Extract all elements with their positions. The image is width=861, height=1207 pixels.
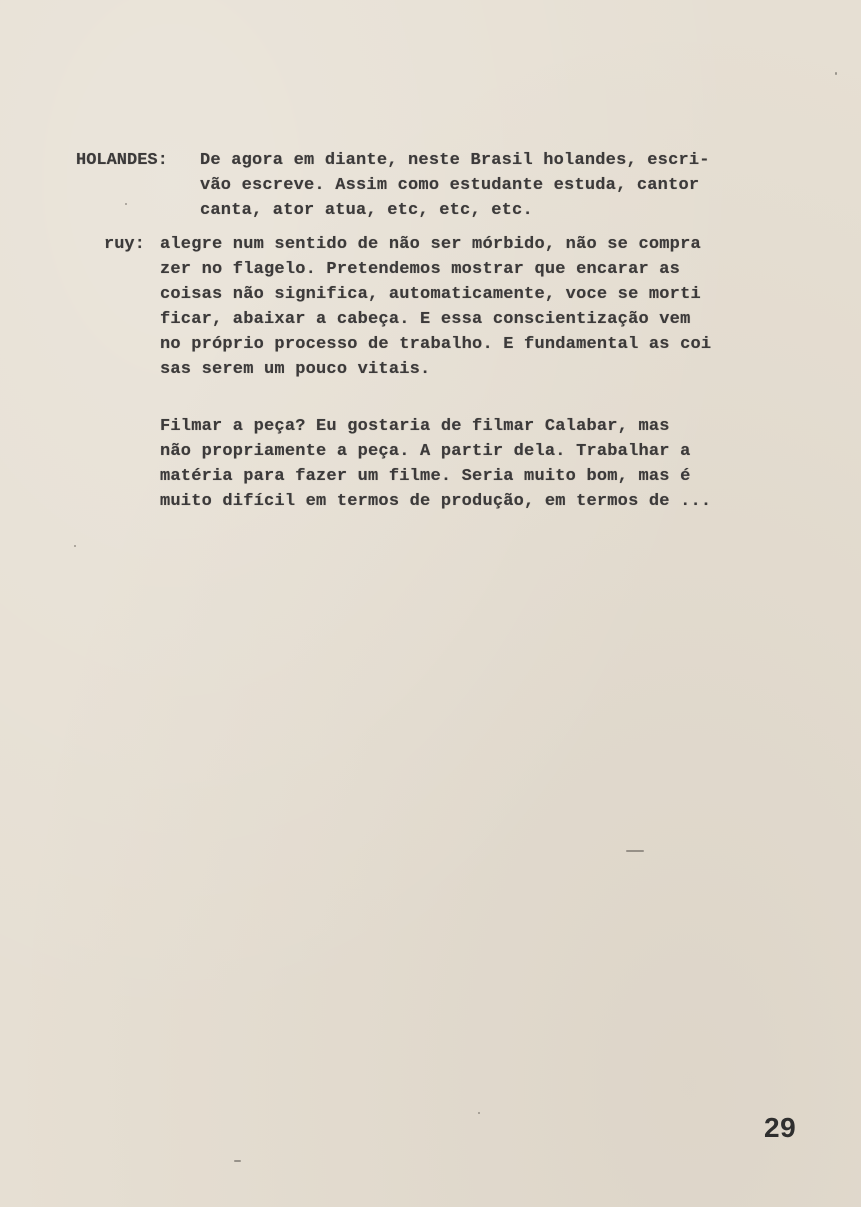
- paper-speck: [835, 72, 837, 75]
- text-line: zer no flagelo. Pretendemos mostrar que encarar as: [160, 260, 681, 279]
- speaker-label-ruy: ruy:: [104, 235, 145, 254]
- text-line: sas serem um pouco vitais.: [160, 360, 431, 379]
- paper-speck: [74, 545, 76, 547]
- text-line: coisas não significa, automaticamente, voce se morti: [160, 285, 701, 304]
- page-number: 29: [764, 1112, 797, 1143]
- text-line: matéria para fazer um filme. Seria muito bom, mas é: [160, 467, 691, 486]
- paper-speck: [234, 1160, 241, 1162]
- text-line: no próprio processo de trabalho. E fundamental as coi: [160, 335, 712, 354]
- text-line: ficar, abaixar a cabeça. E essa conscientização vem: [160, 310, 691, 329]
- paragraph-filmar: [160, 414, 711, 514]
- text-line: alegre num sentido de não ser mórbido, não se compra: [160, 235, 701, 254]
- text-line: canta, ator atua, etc, etc, etc.: [200, 201, 533, 220]
- text-line: De agora em diante, neste Brasil holandes, escri-: [200, 151, 710, 170]
- speaker-label-holandes: HOLANDES:: [76, 151, 168, 170]
- paper-speck: [626, 850, 644, 852]
- text-line: vão escreve. Assim como estudante estuda, cantor: [200, 176, 700, 195]
- text-line: não propriamente a peça. A partir dela. Trabalhar a: [160, 442, 691, 461]
- paper-speck: [125, 203, 127, 205]
- dialogue-text-ruy: [160, 232, 711, 382]
- dialogue-text-holandes: [200, 148, 710, 223]
- paper-speck: [478, 1112, 480, 1114]
- text-line: muito difícil em termos de produção, em termos de ...: [160, 492, 712, 511]
- text-line: Filmar a peça? Eu gostaria de filmar Calabar, mas: [160, 417, 670, 436]
